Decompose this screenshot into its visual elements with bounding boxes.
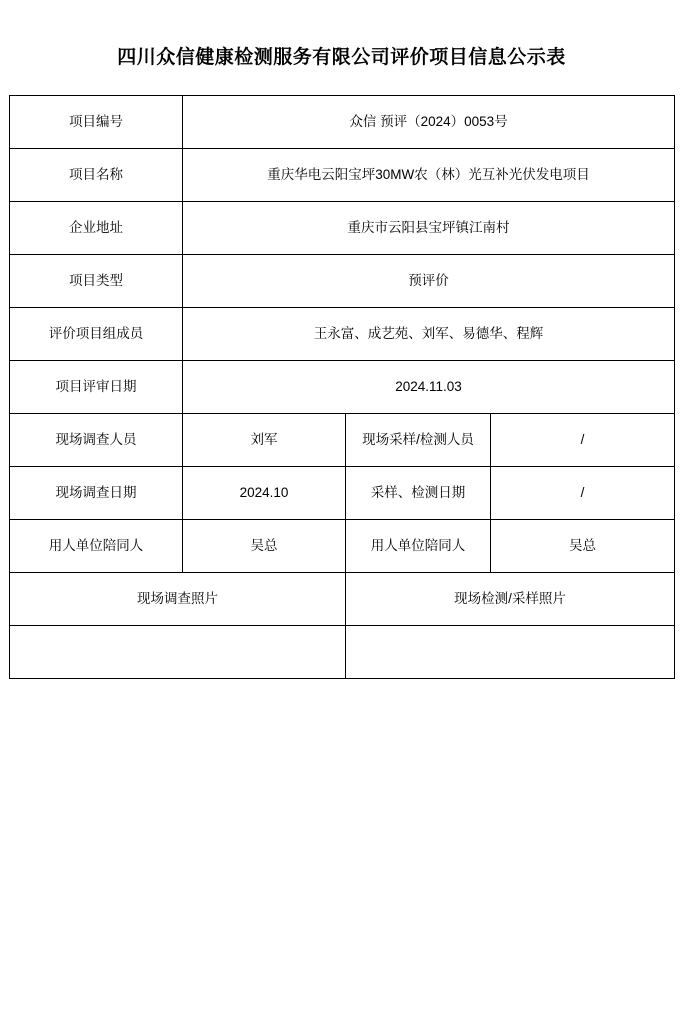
table-row: [10, 308, 675, 361]
row-label-review-date: 项目评审日期: [10, 361, 183, 414]
row-value-project-type: 预评价: [183, 255, 675, 308]
row-value-sampling-date: /: [491, 467, 675, 520]
photo-header-row: [10, 573, 675, 626]
row-label-survey-staff: 现场调查人员: [10, 414, 183, 467]
project-info-table: [9, 95, 675, 679]
row-label-project-name: 项目名称: [10, 149, 183, 202]
table-row: [10, 467, 675, 520]
photo-area-detection: [346, 626, 675, 679]
row-label-accompany-sampling: 用人单位陪同人: [346, 520, 491, 573]
page-title: 四川众信健康检测服务有限公司评价项目信息公示表: [117, 47, 566, 68]
photo-header-survey: 现场调查照片: [10, 573, 346, 626]
row-value-project-number: 众信 预评（2024）0053号: [183, 96, 675, 149]
row-label-company-address: 企业地址: [10, 202, 183, 255]
row-value-accompany-sampling: 吴总: [491, 520, 675, 573]
row-value-company-address: 重庆市云阳县宝坪镇江南村: [183, 202, 675, 255]
photo-body-row: [10, 626, 675, 679]
table-row: [10, 361, 675, 414]
photo-area-survey: [10, 626, 346, 679]
row-label-project-number: 项目编号: [10, 96, 183, 149]
row-value-sampling-staff: /: [491, 414, 675, 467]
row-label-accompany-survey: 用人单位陪同人: [10, 520, 183, 573]
row-value-review-date: 2024.11.03: [183, 361, 675, 414]
row-label-project-type: 项目类型: [10, 255, 183, 308]
photo-header-detection: 现场检测/采样照片: [346, 573, 675, 626]
row-label-sampling-staff: 现场采样/检测人员: [346, 414, 491, 467]
row-value-accompany-survey: 吴总: [183, 520, 346, 573]
row-label-sampling-date: 采样、检测日期: [346, 467, 491, 520]
table-row: [10, 202, 675, 255]
table-row: [10, 255, 675, 308]
row-value-survey-date: 2024.10: [183, 467, 346, 520]
table-row: [10, 96, 675, 149]
table-row: [10, 149, 675, 202]
row-value-survey-staff: 刘军: [183, 414, 346, 467]
row-label-survey-date: 现场调查日期: [10, 467, 183, 520]
row-value-team-members: 王永富、成艺苑、刘军、易德华、程辉: [183, 308, 675, 361]
row-label-team-members: 评价项目组成员: [10, 308, 183, 361]
table-row: [10, 520, 675, 573]
row-value-project-name: 重庆华电云阳宝坪30MW农（林）光互补光伏发电项目: [183, 149, 675, 202]
table-row: [10, 414, 675, 467]
